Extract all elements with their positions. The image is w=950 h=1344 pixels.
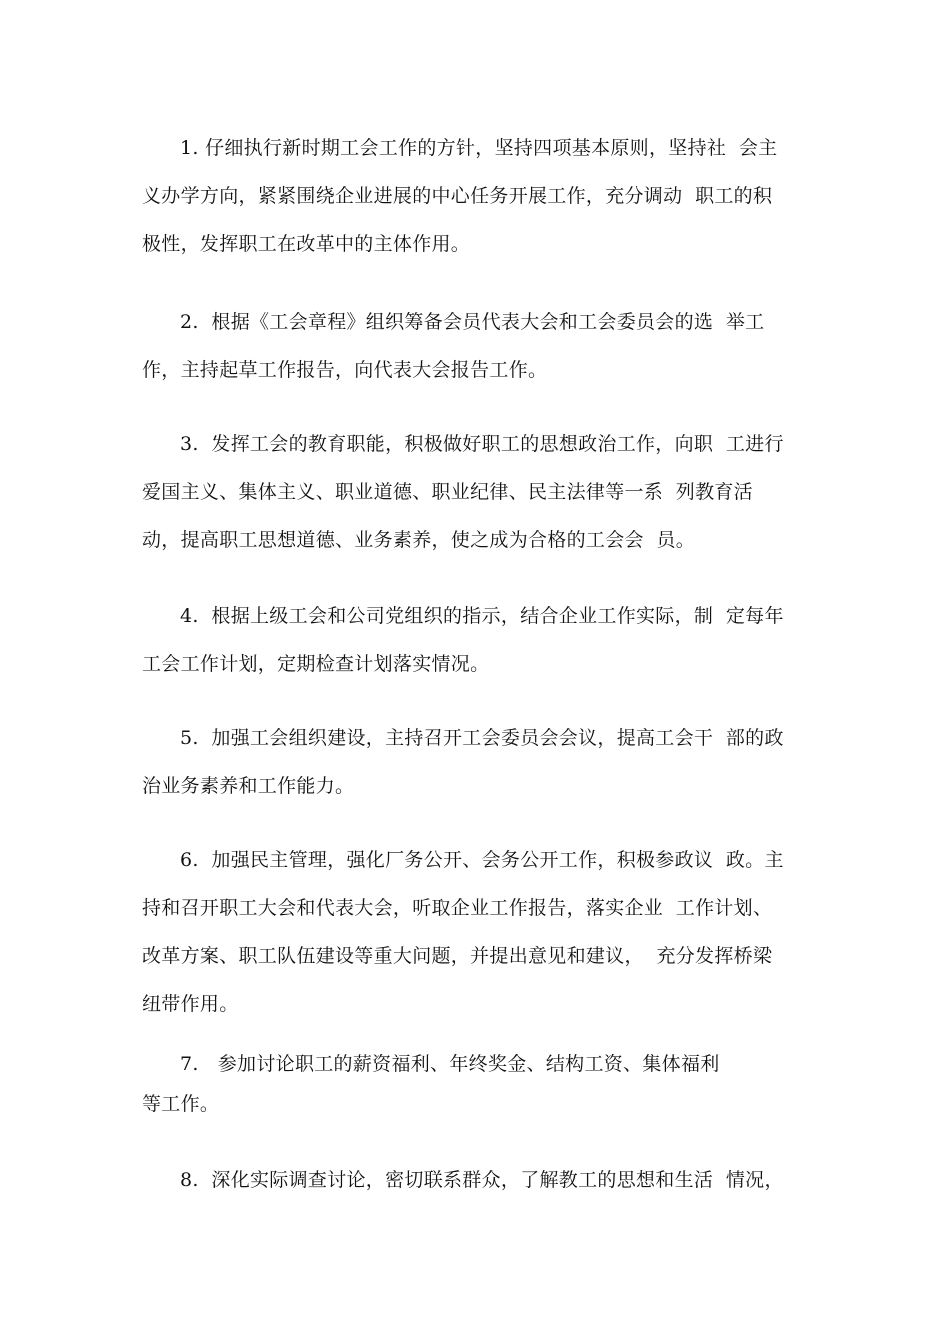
paragraph-line: 6. 加强民主管理，强化厂务公开、会务公开工作，积极参政议 政。主 [180,849,784,871]
paragraph-line: 等工作。 [142,1093,220,1115]
paragraph-line: 纽带作用。 [142,993,239,1015]
paragraph-line: 作，主持起草工作报告，向代表大会报告工作。 [142,359,548,381]
paragraph-line: 爱国主义、集体主义、职业道德、职业纪律、民主法律等一系 列教育活 [142,481,753,503]
paragraph-line: 7. 参加讨论职工的薪资福利、年终奖金、结构工资、集体福利 [180,1053,720,1075]
paragraph-4 [142,592,822,688]
paragraph-line: 1. 仔细执行新时期工会工作的方针，坚持四项基本原则，坚持社 会主 [180,137,778,159]
paragraph-line: 4. 根据上级工会和公司党组织的指示，结合企业工作实际，制 定每年 [180,605,784,627]
paragraph-line: 动，提高职工思想道德、业务素养，使之成为合格的工会会 员。 [142,529,696,551]
paragraph-line: 改革方案、职工队伍建设等重大问题，并提出意见和建议， 充分发挥桥梁 [142,945,773,967]
paragraph-8 [142,1156,822,1204]
paragraph-3 [142,420,822,564]
paragraph-1 [142,124,822,268]
paragraph-line: 义办学方向，紧紧围绕企业进展的中心任务开展工作，充分调动 职工的积 [142,185,773,207]
paragraph-6 [142,836,822,1028]
paragraph-line: 极性，发挥职工在改革中的主体作用。 [142,233,471,255]
paragraph-line: 工会工作计划，定期检查计划落实情况。 [142,653,490,675]
paragraph-line: 8. 深化实际调查讨论，密切联系群众，了解教工的思想和生活 情况， [180,1169,784,1191]
paragraph-line: 3. 发挥工会的教育职能，积极做好职工的思想政治工作，向职 工进行 [180,433,784,455]
paragraph-line: 2. 根据《工会章程》组织筹备会员代表大会和工会委员会的选 举工 [180,311,765,333]
paragraph-7 [142,1044,822,1124]
paragraph-line: 5. 加强工会组织建设，主持召开工会委员会会议，提高工会干 部的政 [180,727,784,749]
paragraph-line: 治业务素养和工作能力。 [142,775,355,797]
paragraph-5 [142,714,822,810]
paragraph-2 [142,298,822,394]
paragraph-line: 持和召开职工大会和代表大会，听取企业工作报告，落实企业 工作计划、 [142,897,773,919]
